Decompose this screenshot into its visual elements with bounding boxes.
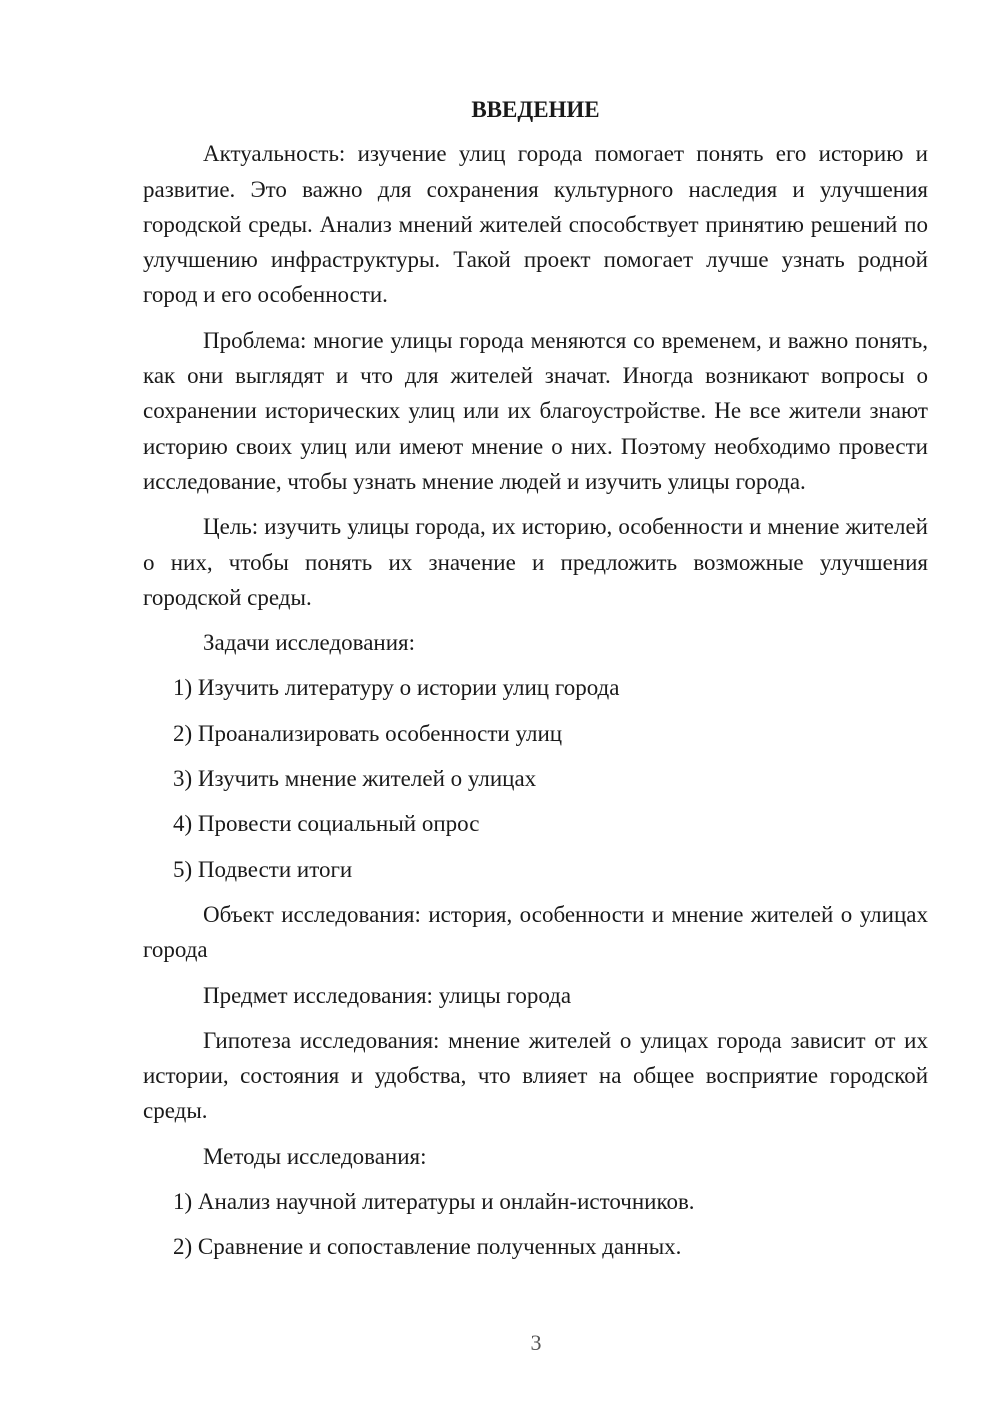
methods-title: Методы исследования: — [203, 1143, 427, 1169]
subject-paragraph: Предмет исследования: улицы города — [203, 982, 572, 1008]
task-item: 1) Изучить литературу о истории улиц города — [173, 675, 620, 701]
task-item: 2) Проанализировать особенности улиц — [173, 720, 563, 746]
goal-paragraph: Цель: изучить улицы города, их историю, особенности и мнение жителей о них, чтобы понять их значение и предложить возможные улучшения городской среды. — [143, 514, 928, 610]
task-item: 4) Провести социальный опрос — [173, 811, 480, 837]
relevance-paragraph: Актуальность: изучение улиц города помогает понять его историю и развитие. Это важно для сохранения культурного наследия и улучшения городской среды. Анализ мнений жителей способствует принятию решений по улучшению инфраструктуры. Такой проект помогает лучше узнать родной город и его особенности. — [143, 141, 928, 308]
hypothesis-paragraph: Гипотеза исследования: мнение жителей о улицах города зависит от их истории, состояния и удобства, что влияет на общее восприятие городской среды. — [143, 1027, 928, 1124]
page-number: 3 — [530, 1330, 542, 1355]
tasks-title: Задачи исследования: — [203, 630, 416, 656]
task-item: 3) Изучить мнение жителей о улицах — [173, 766, 537, 792]
section-heading: ВВЕДЕНИЕ — [471, 97, 600, 122]
method-item: 1) Анализ научной литературы и онлайн-источников. — [173, 1189, 695, 1215]
document-page — [143, 92, 928, 1275]
method-item: 2) Сравнение и сопоставление полученных данных. — [173, 1234, 682, 1260]
object-paragraph: Объект исследования: история, особенности и мнение жителей о улицах города — [143, 901, 928, 963]
problem-paragraph: Проблема: многие улицы города меняются со временем, и важно понять, как они выглядят и что для жителей значат. Иногда возникают вопросы о сохранении исторических улиц или их благоустройстве. Не все жители знают историю своих улиц или имеют мнение о них. Поэтому необходимо провести исследование, чтобы узнать мнение людей и изучить улицы города. — [143, 327, 928, 494]
task-item: 5) Подвести итоги — [173, 856, 353, 882]
